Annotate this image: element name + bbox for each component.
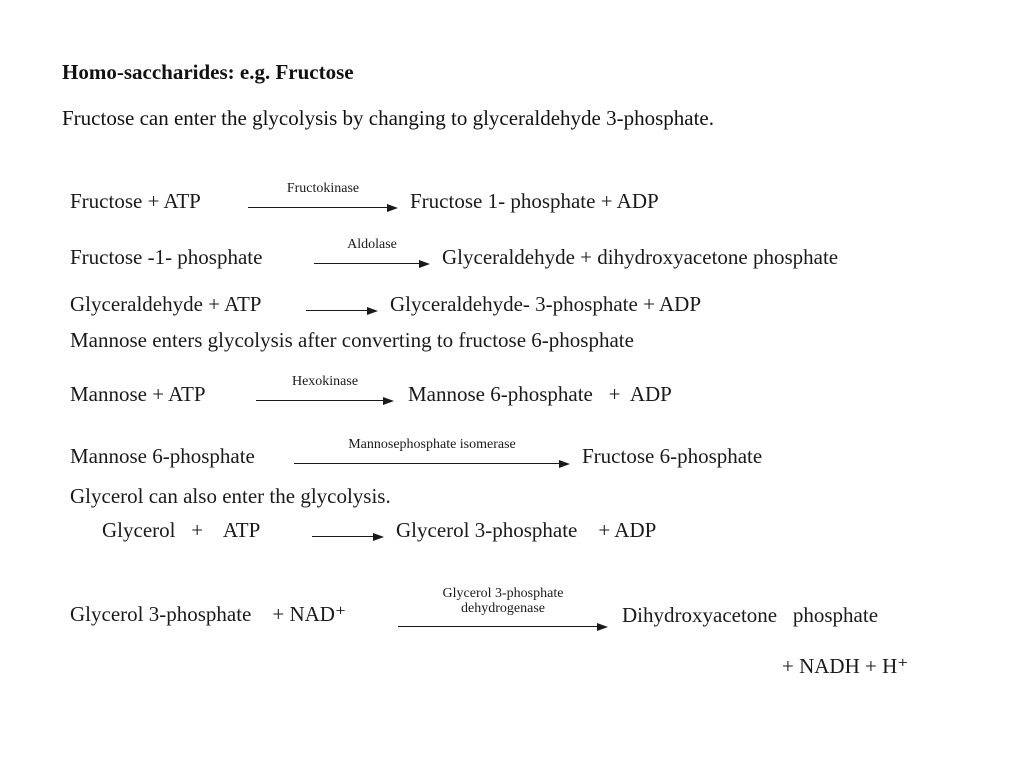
reaction-4-products: Mannose 6-phosphate + ADP xyxy=(408,382,672,406)
intro-text: Fructose can enter the glycolysis by changing to glyceraldehyde 3-phosphate. xyxy=(62,106,714,130)
reaction-7-continuation: + NADH + H⁺ xyxy=(782,654,909,678)
reaction-7-arrow xyxy=(398,609,608,633)
reaction-5-reactants: Mannose 6-phosphate xyxy=(70,444,255,468)
reaction-3-arrow xyxy=(306,293,378,317)
reaction-7-reactants: Glycerol 3-phosphate + NAD⁺ xyxy=(70,602,347,626)
reaction-3-reactants: Glyceraldehyde + ATP xyxy=(70,292,262,316)
mannose-note: Mannose enters glycolysis after converting to fructose 6-phosphate xyxy=(70,328,634,352)
reaction-2-enzyme: Aldolase xyxy=(347,237,397,252)
reaction-5-arrow xyxy=(294,446,570,470)
reaction-7-enzyme-line-1: Glycerol 3-phosphate xyxy=(442,586,564,601)
reaction-6-products: Glycerol 3-phosphate + ADP xyxy=(396,518,657,542)
reaction-1-reactants: Fructose + ATP xyxy=(70,189,201,213)
reaction-5-enzyme: Mannosephosphate isomerase xyxy=(348,437,516,452)
reaction-4-reactants: Mannose + ATP xyxy=(70,382,206,406)
page-title: Homo-saccharides: e.g. Fructose xyxy=(62,60,354,84)
reaction-1-arrow xyxy=(248,190,398,214)
reaction-2-products: Glyceraldehyde + dihydroxyacetone phosphate xyxy=(442,245,839,269)
reaction-7-enzyme-line-2: dehydrogenase xyxy=(461,601,545,616)
reaction-3-products: Glyceraldehyde- 3-phosphate + ADP xyxy=(390,292,702,316)
reaction-1-enzyme: Fructokinase xyxy=(286,181,360,196)
reaction-1-products: Fructose 1- phosphate + ADP xyxy=(410,189,659,213)
reaction-6-reactants: Glycerol + ATP xyxy=(102,518,261,542)
reaction-4-arrow xyxy=(256,383,394,407)
reaction-2-reactants: Fructose -1- phosphate xyxy=(70,245,263,269)
glycerol-note: Glycerol can also enter the glycolysis. xyxy=(70,484,391,508)
reaction-5-products: Fructose 6-phosphate xyxy=(582,444,763,468)
reaction-6-arrow xyxy=(312,519,384,543)
reaction-2-arrow xyxy=(314,246,430,270)
reaction-4-enzyme: Hexokinase xyxy=(291,374,359,389)
reaction-7-products: Dihydroxyacetone phosphate xyxy=(622,603,879,627)
